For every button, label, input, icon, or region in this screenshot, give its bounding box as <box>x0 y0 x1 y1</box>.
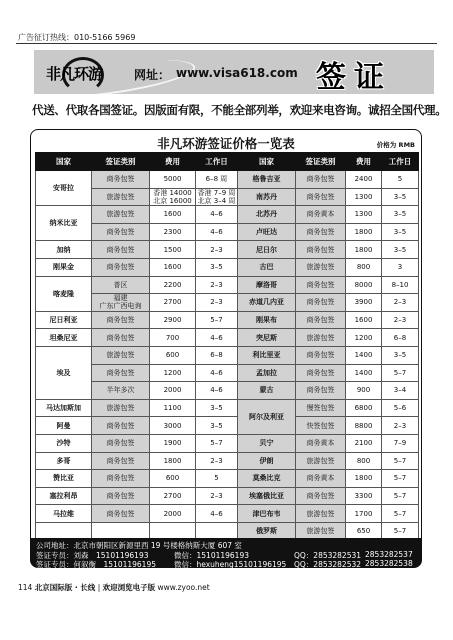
column-header: 国家 <box>36 153 92 171</box>
fee-cell: 1300 <box>346 188 382 206</box>
country-cell: 莫桑比克 <box>238 470 296 488</box>
visa-type-cell: 福建 广东广西电询 <box>92 294 150 312</box>
wechat-2: 微信：hexuheng15101196195 <box>174 560 287 569</box>
visa-type-cell: 商务包签 <box>296 188 346 206</box>
workdays-cell: 4–6 <box>196 505 238 523</box>
fee-cell: 香港 14000 北京 16000 <box>150 188 196 206</box>
visa-type-cell: 旅游包签 <box>92 188 150 206</box>
company-address: 公司地址：北京市朝阳区新源里西 19 号楼格纳斯大厦 607 室 <box>36 541 242 550</box>
page-footer <box>18 582 210 593</box>
workdays-cell: 5–7 <box>382 487 419 505</box>
table-row <box>36 311 419 329</box>
brand-logo <box>46 55 128 89</box>
fee-cell: 1600 <box>346 311 382 329</box>
footer-tagline: 欢迎浏览电子版 <box>102 583 156 592</box>
visa-type-cell: 商务包签 <box>92 329 150 347</box>
table-row <box>36 434 419 452</box>
workdays-cell: 3–5 <box>196 399 238 417</box>
table-header-row <box>36 153 419 171</box>
workdays-cell: 4–6 <box>196 206 238 224</box>
table-row <box>36 487 419 505</box>
visa-type-cell: 商务包签 <box>92 487 150 505</box>
visa-type-cell: 慢签包签 <box>296 399 346 417</box>
visa-type-cell: 普区 <box>92 276 150 294</box>
visa-type-cell: 商务包签 <box>92 311 150 329</box>
fee-cell: 2700 <box>150 294 196 312</box>
fee-cell: 900 <box>346 382 382 400</box>
visa-type-cell: 商务包签 <box>296 364 346 382</box>
visa-type-cell: 商务包签 <box>92 223 150 241</box>
contact-row-2 <box>36 559 413 570</box>
fee-cell: 1800 <box>150 452 196 470</box>
country-cell: 加纳 <box>36 241 92 259</box>
workdays-cell: 3–5 <box>196 417 238 435</box>
fee-cell: 2000 <box>150 382 196 400</box>
visa-type-cell: 商务包签 <box>92 364 150 382</box>
table-row <box>36 206 419 224</box>
country-cell: 塞拉利昂 <box>36 487 92 505</box>
fee-cell: 800 <box>346 452 382 470</box>
table-row <box>36 505 419 523</box>
fee-cell: 2300 <box>150 223 196 241</box>
country-cell: 突尼斯 <box>238 329 296 347</box>
table-row <box>36 346 419 364</box>
table-row <box>36 258 419 276</box>
workdays-cell: 2–3 <box>196 487 238 505</box>
visa-type-cell: 商务包签 <box>92 258 150 276</box>
visa-price-table <box>35 152 419 540</box>
table-body <box>36 171 419 540</box>
country-cell: 摩洛哥 <box>238 276 296 294</box>
visa-type-cell: 商务包签 <box>296 171 346 189</box>
fee-cell: 1400 <box>346 364 382 382</box>
table-row <box>36 399 419 417</box>
visa-type-cell: 商务包签 <box>296 294 346 312</box>
fee-cell: 1500 <box>150 241 196 259</box>
fee-cell: 5000 <box>150 171 196 189</box>
visa-type-cell: 旅游包签 <box>92 346 150 364</box>
country-cell: 多哥 <box>36 452 92 470</box>
agent-2: 签证专员：何叙衡 15101196195 <box>36 560 156 569</box>
currency-note: 价格为 RMB <box>376 141 415 149</box>
visa-type-cell: 商务包签 <box>296 311 346 329</box>
brand-logo-text: 非凡环游 <box>46 65 103 83</box>
column-header: 签证类别 <box>296 153 346 171</box>
visa-type-cell: 商务包签 <box>296 276 346 294</box>
fee-cell: 2700 <box>150 487 196 505</box>
table-row <box>36 417 419 435</box>
workdays-cell: 2–3 <box>196 452 238 470</box>
workdays-cell: 2–3 <box>382 311 419 329</box>
workdays-cell: 3 <box>382 258 419 276</box>
workdays-cell: 3–5 <box>382 223 419 241</box>
country-cell: 阿曼 <box>36 417 92 435</box>
visa-type-cell: 旅游包签 <box>296 505 346 523</box>
fee-cell: 8800 <box>346 417 382 435</box>
workdays-cell: 3–5 <box>382 346 419 364</box>
country-cell: 古巴 <box>238 258 296 276</box>
column-header: 费用 <box>346 153 382 171</box>
workdays-cell: 5–7 <box>382 364 419 382</box>
country-cell: 阿尔及利亚 <box>238 399 296 434</box>
fee-cell: 600 <box>150 346 196 364</box>
fee-cell: 1900 <box>150 434 196 452</box>
workdays-cell: 2–3 <box>196 241 238 259</box>
fee-cell: 6800 <box>346 399 382 417</box>
fee-cell: 650 <box>346 522 382 540</box>
qq-2b: 2853282538 <box>365 559 413 568</box>
visa-type-cell: 旅游包签 <box>92 206 150 224</box>
footer-url[interactable]: www.zyoo.net <box>157 583 210 592</box>
workdays-cell: 4–6 <box>196 329 238 347</box>
fee-cell: 1600 <box>150 206 196 224</box>
column-header: 工作日 <box>382 153 419 171</box>
country-cell: 坦桑尼亚 <box>36 329 92 347</box>
fee-cell: 1200 <box>150 364 196 382</box>
agent-1: 签证专员：刘森 15101196193 <box>36 551 149 560</box>
visa-type-cell: 商务包签 <box>296 487 346 505</box>
workdays-cell: 2–3 <box>382 294 419 312</box>
page-number: 114 <box>18 583 33 592</box>
table-row <box>36 329 419 347</box>
workdays-cell: 6–8 周 <box>196 171 238 189</box>
workdays-cell: 2–3 <box>196 276 238 294</box>
fee-cell: 700 <box>150 329 196 347</box>
website-url[interactable]: www.visa618.com <box>176 66 298 80</box>
workdays-cell: 4–6 <box>196 382 238 400</box>
country-cell: 卢旺达 <box>238 223 296 241</box>
workdays-cell: 6–8 <box>196 346 238 364</box>
country-cell: 利比里亚 <box>238 346 296 364</box>
table-row <box>36 294 419 312</box>
country-cell: 喀麦隆 <box>36 276 92 311</box>
country-cell: 埃及 <box>36 346 92 399</box>
fee-cell: 2900 <box>150 311 196 329</box>
visa-type-cell: 商务包签 <box>92 505 150 523</box>
fee-cell: 8000 <box>346 276 382 294</box>
workdays-cell: 5–6 <box>382 399 419 417</box>
country-cell: 纳米比亚 <box>36 206 92 241</box>
table-row <box>36 188 419 206</box>
table-row <box>36 276 419 294</box>
banner-title: 签证 <box>316 60 392 94</box>
workdays-cell: 香港 7–9 周 北京 3–4 周 <box>196 188 238 206</box>
visa-banner <box>34 50 434 94</box>
fee-cell: 3900 <box>346 294 382 312</box>
workdays-cell: 5 <box>382 171 419 189</box>
visa-type-cell: 商务包签 <box>92 417 150 435</box>
country-cell: 马拉维 <box>36 505 92 523</box>
visa-type-cell: 商务包签 <box>92 470 150 488</box>
country-cell: 伊朗 <box>238 452 296 470</box>
visa-type-cell: 商务黄本 <box>296 470 346 488</box>
visa-type-cell: 快签包签 <box>296 417 346 435</box>
table-row <box>36 452 419 470</box>
fee-cell: 1400 <box>346 346 382 364</box>
qq-2: QQ：2853282532 <box>294 560 362 569</box>
table-row <box>36 470 419 488</box>
fee-cell: 1100 <box>150 399 196 417</box>
visa-type-cell: 旅游包签 <box>296 329 346 347</box>
service-slogan: 代送、代取各国签证。因版面有限，不能全部列举，欢迎来电咨询。诚招全国代理。 <box>32 103 447 117</box>
visa-type-cell: 商务包签 <box>296 223 346 241</box>
country-cell: 埃塞俄比亚 <box>238 487 296 505</box>
fee-cell: 1700 <box>346 505 382 523</box>
workdays-cell: 3–4 <box>382 382 419 400</box>
visa-type-cell: 旅游包签 <box>92 399 150 417</box>
workdays-cell: 5–7 <box>382 452 419 470</box>
country-cell: 马达加斯加 <box>36 399 92 417</box>
workdays-cell: 6–8 <box>382 329 419 347</box>
country-cell: 尼日尔 <box>238 241 296 259</box>
column-header: 国家 <box>238 153 296 171</box>
fee-cell: 1800 <box>346 241 382 259</box>
country-cell: 俄罗斯 <box>238 522 296 540</box>
edition-name: 北京国际版 · 长线 <box>34 583 96 592</box>
table-row <box>36 241 419 259</box>
workdays-cell: 3–5 <box>382 188 419 206</box>
workdays-cell: 3–5 <box>196 258 238 276</box>
visa-type-cell: 旅游包签 <box>296 522 346 540</box>
country-cell: 刚果布 <box>238 311 296 329</box>
visa-type-cell: 商务包签 <box>92 434 150 452</box>
country-cell: 沙特 <box>36 434 92 452</box>
price-table-title: 非凡环游签证价格一览表 <box>157 136 295 151</box>
country-cell: 贝宁 <box>238 434 296 452</box>
visa-type-cell: 商务包签 <box>92 452 150 470</box>
table-row <box>36 382 419 400</box>
workdays-cell: 7–9 <box>382 434 419 452</box>
wechat-1: 微信：15101196193 <box>174 551 249 560</box>
visa-type-cell: 旅游包签 <box>296 452 346 470</box>
fee-cell: 2400 <box>346 171 382 189</box>
fee-cell: 600 <box>150 470 196 488</box>
visa-type-cell: 半年多次 <box>92 382 150 400</box>
country-cell: 津巴布韦 <box>238 505 296 523</box>
fee-cell: 1600 <box>150 258 196 276</box>
fee-cell: 2000 <box>150 505 196 523</box>
country-cell: 北苏丹 <box>238 206 296 224</box>
visa-type-cell: 商务包签 <box>296 346 346 364</box>
column-header: 签证类别 <box>92 153 150 171</box>
visa-type-cell: 商务包签 <box>296 382 346 400</box>
website-label: 网址： <box>134 68 171 82</box>
qq-1: QQ：2853282531 <box>294 551 362 560</box>
fee-cell: 1800 <box>346 223 382 241</box>
table-row <box>36 364 419 382</box>
fee-cell: 2200 <box>150 276 196 294</box>
visa-type-cell: 旅游包签 <box>296 258 346 276</box>
workdays-cell: 4–6 <box>196 364 238 382</box>
visa-type-cell: 商务包签 <box>92 171 150 189</box>
workdays-cell: 5–7 <box>382 522 419 540</box>
workdays-cell: 2–3 <box>382 417 419 435</box>
country-cell: 格鲁吉亚 <box>238 171 296 189</box>
workdays-cell: 5 <box>196 470 238 488</box>
footer-divider: | <box>97 583 101 592</box>
table-row <box>36 171 419 189</box>
workdays-cell: 5–7 <box>196 434 238 452</box>
country-cell: 南苏丹 <box>238 188 296 206</box>
fee-cell: 1800 <box>346 470 382 488</box>
country-cell: 赞比亚 <box>36 470 92 488</box>
visa-type-cell: 商务包签 <box>92 241 150 259</box>
workdays-cell: 5–7 <box>382 470 419 488</box>
workdays-cell: 3–5 <box>382 206 419 224</box>
table-row <box>36 223 419 241</box>
column-header: 费用 <box>150 153 196 171</box>
workdays-cell: 2–3 <box>196 294 238 312</box>
fee-cell: 2100 <box>346 434 382 452</box>
fee-cell: 1300 <box>346 206 382 224</box>
workdays-cell: 8–10 <box>382 276 419 294</box>
fee-cell: 3000 <box>150 417 196 435</box>
qq-1b: 2853282537 <box>365 550 413 559</box>
fee-cell: 3300 <box>346 487 382 505</box>
country-cell: 尼日利亚 <box>36 311 92 329</box>
fee-cell: 800 <box>346 258 382 276</box>
country-cell: 蒙古 <box>238 382 296 400</box>
visa-type-cell: 商务黄本 <box>296 206 346 224</box>
country-cell: 赤道几内亚 <box>238 294 296 312</box>
country-cell: 孟加拉 <box>238 364 296 382</box>
workdays-cell: 5–7 <box>382 505 419 523</box>
contact-info <box>30 538 422 568</box>
country-cell: 安哥拉 <box>36 171 92 206</box>
top-divider <box>16 43 437 44</box>
fee-cell: 1200 <box>346 329 382 347</box>
visa-type-cell: 商务包签 <box>296 241 346 259</box>
ad-hotline: 广告征订热线：010-5166 5969 <box>18 33 136 42</box>
country-cell: 刚果金 <box>36 258 92 276</box>
workdays-cell: 4–6 <box>196 223 238 241</box>
visa-type-cell: 商务黄本 <box>296 434 346 452</box>
column-header: 工作日 <box>196 153 238 171</box>
workdays-cell: 5–7 <box>196 311 238 329</box>
workdays-cell: 3–5 <box>382 241 419 259</box>
